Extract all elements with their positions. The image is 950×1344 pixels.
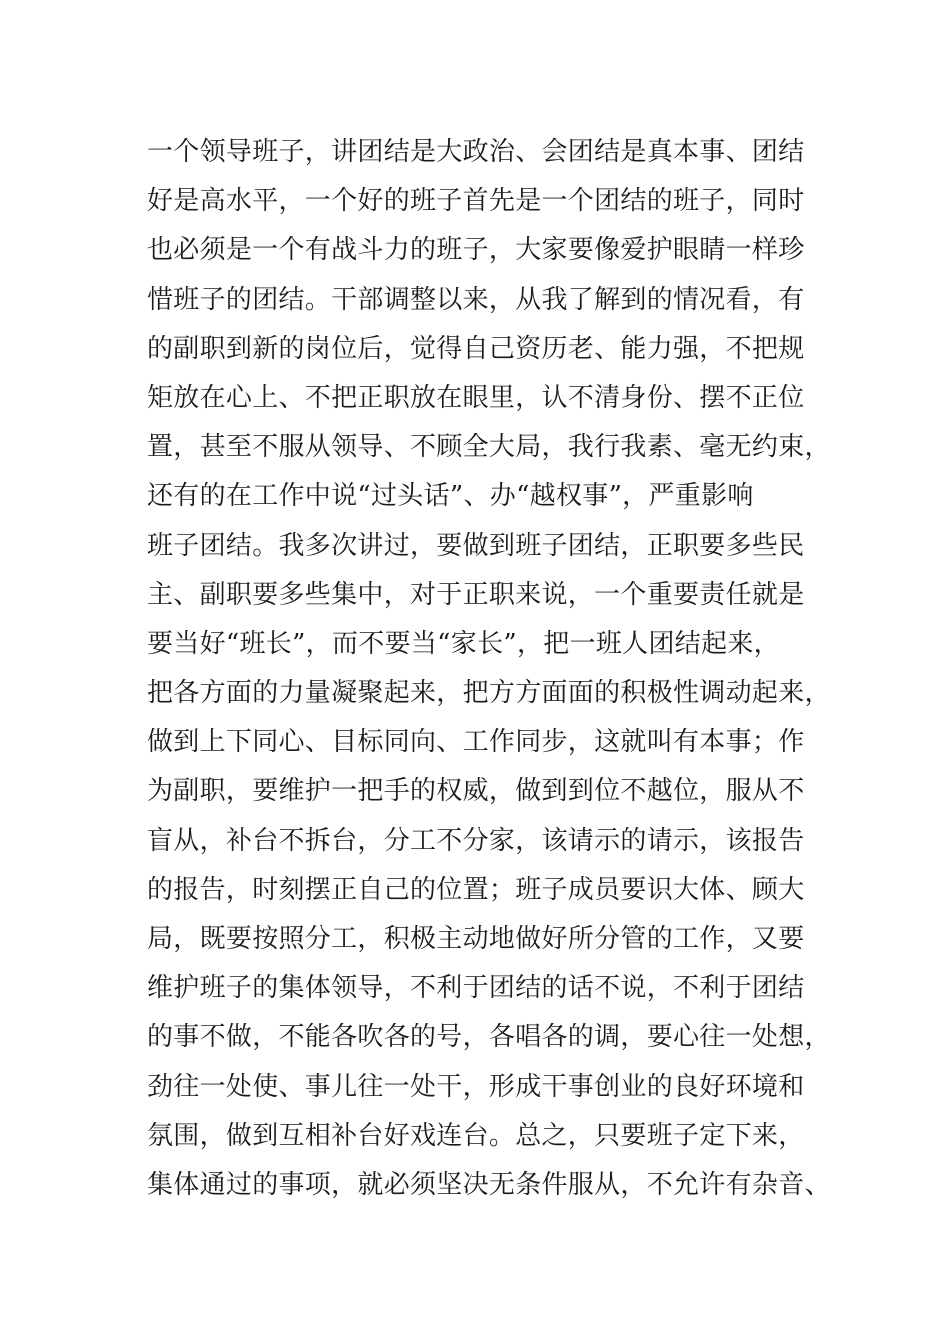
- text-line: 好是高水平，一个好的班子首先是一个团结的班子，同时: [147, 186, 805, 217]
- body-text: [147, 128, 831, 1210]
- text-line: 的事不做，不能各吹各的号，各唱各的调，要心往一处想，: [147, 1022, 831, 1053]
- text-line: 的报告，时刻摆正自己的位置；班子成员要识大体、顾大: [147, 874, 805, 905]
- text-line: 矩放在心上、不把正职放在眼里，认不清身份、摆不正位: [147, 382, 805, 413]
- text-line: 劲往一处使、事儿往一处干，形成干事创业的良好环境和: [147, 1071, 805, 1102]
- text-line: 一个领导班子，讲团结是大政治、会团结是真本事、团结: [147, 137, 805, 167]
- text-line: 局，既要按照分工，积极主动地做好所分管的工作，又要: [147, 924, 805, 954]
- text-line: 也必须是一个有战斗力的班子，大家要像爱护眼睛一样珍: [147, 235, 805, 266]
- text-line: 置，甚至不服从领导、不顾全大局，我行我素、毫无约束，: [147, 432, 831, 463]
- text-line: 为副职，要维护一把手的权威，做到到位不越位，服从不: [147, 776, 805, 807]
- text-line: 班子团结。我多次讲过，要做到班子团结，正职要多些民: [147, 530, 805, 561]
- text-line: 要当好“班长”，而不要当“家长”，把一班人团结起来，: [147, 628, 780, 659]
- text-line: 主、副职要多些集中，对于正职来说，一个重要责任就是: [147, 579, 805, 610]
- text-line: 做到上下同心、目标同向、工作同步，这就叫有本事；作: [147, 727, 805, 758]
- text-line: 维护班子的集体领导，不利于团结的话不说，不利于团结: [147, 973, 805, 1004]
- text-line: 惜班子的团结。干部调整以来，从我了解到的情况看，有: [147, 284, 805, 315]
- text-line: 盲从，补台不拆台，分工不分家，该请示的请示，该报告: [147, 825, 805, 856]
- text-line: 氛围，做到互相补台好戏连台。总之，只要班子定下来，: [147, 1120, 805, 1151]
- text-line: 把各方面的力量凝聚起来，把方方面面的积极性调动起来，: [147, 678, 831, 709]
- text-line: 集体通过的事项，就必须坚决无条件服从，不允许有杂音、: [147, 1169, 831, 1200]
- text-line: 还有的在工作中说“过头话”、办“越权事”，严重影响: [147, 481, 754, 512]
- text-line: 的副职到新的岗位后，觉得自己资历老、能力强，不把规: [147, 333, 805, 364]
